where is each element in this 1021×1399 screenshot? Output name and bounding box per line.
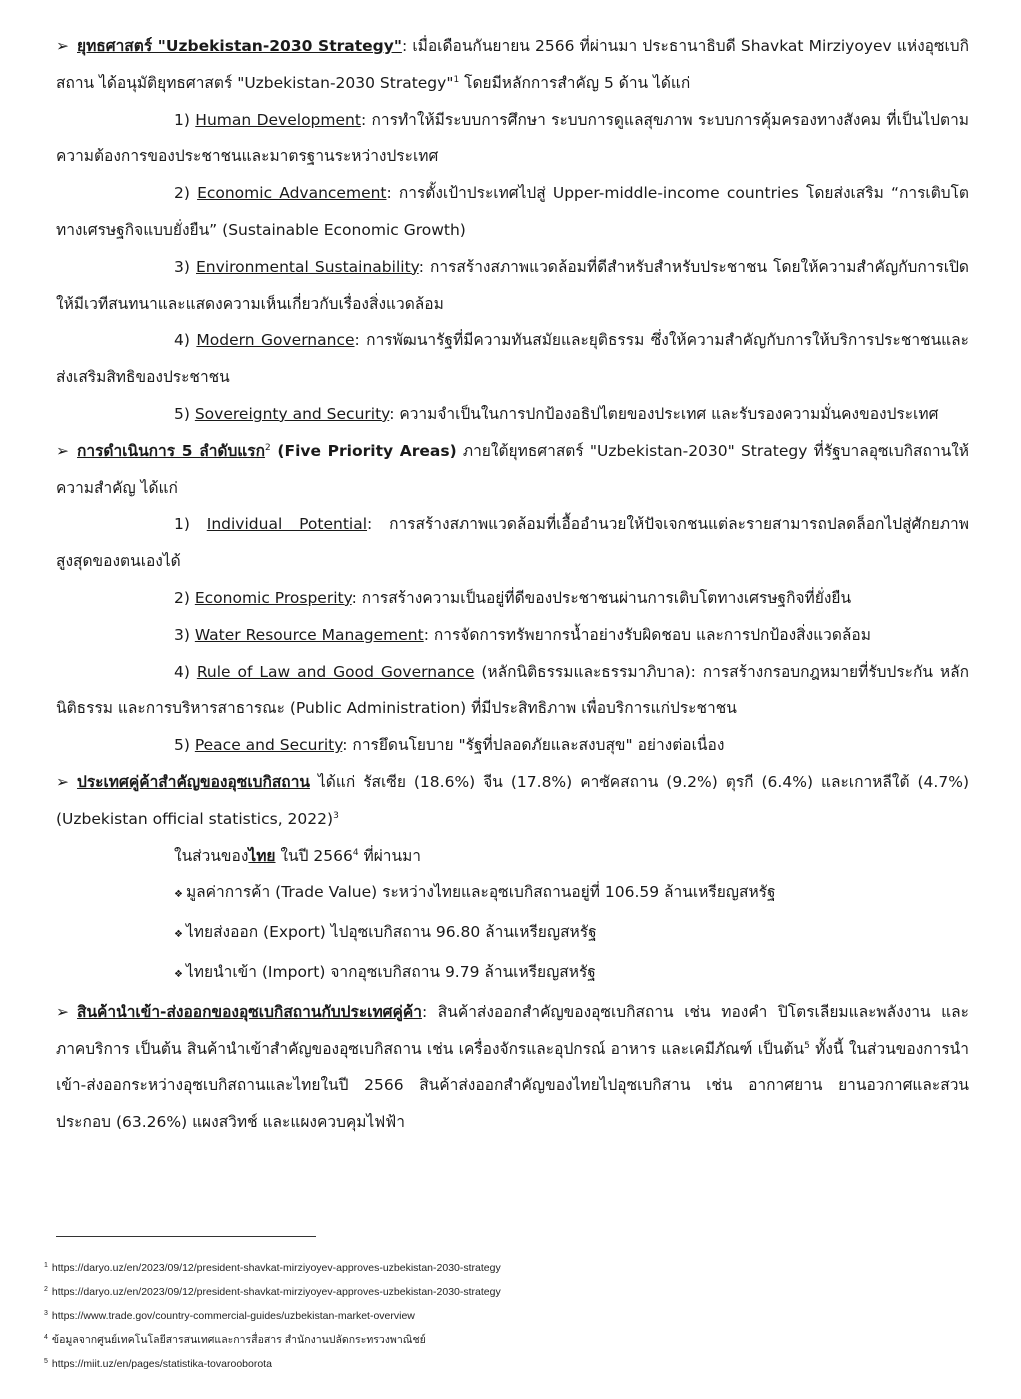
priority-item: 5) Peace and Security: การยึดนโยบาย "รัฐที่ปลอดภัยและสงบสุข" อย่างต่อเนื่อง — [174, 736, 725, 755]
strategy-item: 1) Human Development: การทำให้มีระบบการศึกษา ระบบการดูแลสุขภาพ ระบบการคุ้มครองทางสังคม ที่เป็นไปตามความต้องการของประชาชนและมาตรฐานระหว่างประเทศ — [56, 110, 969, 166]
strategy-term: Environmental Sustainability — [196, 257, 419, 276]
section-title: ประเทศคู่ค้าสำคัญของอุซเบกิสถาน — [77, 772, 310, 791]
footnote: $^2$ https://daryo.uz/en/2023/09/12/president-shavkat-mirziyoyev-approves-uzbekistan-2030-strategy — [44, 1285, 501, 1298]
arrow-bullet-icon: ➢ — [56, 441, 69, 460]
priority-term: Rule of Law and Good Governance — [196, 662, 475, 681]
priority-term: Water Resource Management — [194, 625, 424, 644]
footnote: $^3$ https://www.trade.gov/country-commercial-guides/uzbekistan-market-overview — [44, 1309, 415, 1322]
section-title: การดำเนินการ 5 ลำดับแรก — [77, 441, 265, 460]
strategy-term: Sovereignty and Security — [194, 404, 390, 423]
strategy-item: 2) Economic Advancement: การตั้งเป้าประเทศไปสู่ Upper-middle-income countries โดยส่งเสริม “การเติบโตทางเศรษฐกิจแบบยั่งยืน” (Sustainable Economic Growth) — [56, 184, 969, 239]
strategy-item: 5) Sovereignty and Security: ความจำเป็นในการปกป้องอธิปไตยของประเทศ และรับรองความมั่นคงของประเทศ — [174, 404, 939, 423]
footnote-text: ข้อมูลจากศูนย์เทคโนโลยีสารสนเทศและการสื่อสาร สำนักงานปลัดกระทรวงพาณิชย์ — [51, 1334, 426, 1346]
footnote-ref: 5 — [804, 1040, 810, 1051]
thailand-label: ไทย — [248, 846, 276, 865]
footnote-link[interactable]: https://miit.uz/en/pages/statistika-tovarooborota — [51, 1358, 272, 1370]
footnote-ref: 4 — [352, 847, 359, 858]
section-priority-areas: ➢ การดำเนินการ 5 ลำดับแรก$^2$ (Five Priority Areas) ภายใต้ยุทธศาสตร์ "Uzbekistan-2030" Strategy ที่รัฐบาลอุซเบกิสถานให้ความสำคัญ ได้แก่ — [56, 441, 969, 497]
section-title: ยุทธศาสตร์ "Uzbekistan-2030 Strategy" — [77, 37, 402, 55]
trade-bullet: ❖ ไทยส่งออก (Export) ไปอุซเบกิสถาน 96.80 ล้านเหรียญสหรัฐ — [174, 923, 597, 942]
footnote-link[interactable]: https://daryo.uz/en/2023/09/12/president-shavkat-mirziyoyev-approves-uzbekistan-2030-strategy — [51, 1286, 501, 1298]
priority-item: 2) Economic Prosperity: การสร้างความเป็นอยู่ที่ดีของประชาชนผ่านการเติบโตทางเศรษฐกิจที่ยั่งยืน — [174, 588, 852, 607]
diamond-bullet-icon: ❖ — [174, 929, 183, 941]
strategy-item: 3) Environmental Sustainability: การสร้างสภาพแวดล้อมที่ดีสำหรับสำหรับประชาชน โดยให้ความสำคัญกับการเปิดให้มีเวทีสนทนาและแสดงความเห็นเกี่ยวกับเรื่องสิ่งแวดล้อม — [56, 257, 969, 313]
diamond-bullet-icon: ❖ — [174, 968, 183, 980]
strategy-term: Human Development — [195, 110, 361, 129]
footnote-ref: 2 — [265, 442, 271, 453]
priority-item: 1) Individual Potential: การสร้างสภาพแวดล้อมที่เอื้ออำนวยให้ปัจเจกชนแต่ละรายสามารถปลดล็อกไปสู่ศักยภาพสูงสุดของตนเองได้ — [56, 515, 969, 571]
arrow-bullet-icon: ➢ — [56, 1002, 69, 1021]
footnotes — [44, 1256, 501, 1376]
footnote-ref: 1 — [453, 74, 460, 85]
section-title: สินค้านำเข้า-ส่งออกของอุซเบกิสถานกับประเทศคู่ค้า — [77, 1002, 422, 1021]
priority-term: Economic Prosperity — [194, 588, 352, 607]
priority-term: Individual Potential — [206, 515, 368, 534]
diamond-bullet-icon: ❖ — [174, 889, 183, 901]
footnote-link[interactable]: https://www.trade.gov/country-commercial-guides/uzbekistan-market-overview — [51, 1310, 415, 1322]
footnote-link[interactable]: https://daryo.uz/en/2023/09/12/president-shavkat-mirziyoyev-approves-uzbekistan-2030-strategy — [51, 1262, 501, 1274]
footnote: $^4$ ข้อมูลจากศูนย์เทคโนโลยีสารสนเทศและการสื่อสาร สำนักงานปลัดกระทรวงพาณิชย์ — [44, 1333, 426, 1346]
arrow-bullet-icon: ➢ — [56, 772, 69, 791]
priority-item: 4) Rule of Law and Good Governance (หลักนิติธรรมและธรรมาภิบาล): การสร้างกรอบกฎหมายที่รับประกัน หลักนิติธรรม และการบริหารสาธารณะ (Public Administration) ที่มีประสิทธิภาพ เพื่อบริการแก่ประชาชน — [56, 662, 969, 718]
section-import-export: ➢ สินค้านำเข้า-ส่งออกของอุซเบกิสถานกับประเทศคู่ค้า: สินค้าส่งออกสำคัญของอุซเบกิสถาน เช่น ทองคำ ปิโตรเลียมและพลังงาน และภาคบริการ เป็นต้น สินค้านำเข้าสำคัญของอุซเบกิสถาน เช่น เครื่องจักรและอุปกรณ์ อาหาร และเคมีภัณฑ์ เป็นต้น$^5$ ทั้งนี้ ในส่วนของการนำเข้า-ส่งออกระหว่างอุซเบกิสถานและไทยในปี 2566 สินค้าส่งออกสำคัญของไทยไปอุซเบกิสาน เช่น อากาศยาน ยานอวกาศและสวนประกอบ (63.26%) แผงสวิทช์ และแผงควบคุมไฟฟ้า — [56, 1002, 969, 1132]
section-trade-partners: ➢ ประเทศคู่ค้าสำคัญของอุซเบกิสถาน ได้แก่ รัสเซีย (18.6%) จีน (17.8%) คาซัคสถาน (9.2%) ตุรกี (6.4%) และเกาหลีใต้ (4.7%) (Uzbekistan official statistics, 2022)$^3$ — [56, 772, 969, 828]
footnote: $^1$ https://daryo.uz/en/2023/09/12/president-shavkat-mirziyoyev-approves-uzbekistan-2030-strategy — [44, 1261, 501, 1274]
strategy-term: Modern Governance — [196, 331, 355, 350]
section-strategy-intro: ➢ ยุทธศาสตร์ "Uzbekistan-2030 Strategy": เมื่อเดือนกันยายน 2566 ที่ผ่านมา ประธานาธิบดี Shavkat Mirziyoyev แห่งอุซเบกิสถาน ได้อนุมัติยุทธศาสตร์ "Uzbekistan-2030 Strategy"$^1$ โดยมีหลักการสำคัญ 5 ด้าน ได้แก่ — [56, 37, 969, 92]
priority-term: Peace and Security — [194, 736, 343, 755]
trade-bullet: ❖ มูลค่าการค้า (Trade Value) ระหว่างไทยและอุซเบกิสถานอยู่ที่ 106.59 ล้านเหรียญสหรัฐ — [174, 883, 776, 902]
footnote: $^5$ https://miit.uz/en/pages/statistika-tovarooborota — [44, 1357, 272, 1370]
strategy-term: Economic Advancement — [197, 184, 387, 203]
footnote-ref: 3 — [333, 810, 339, 821]
trade-bullet: ❖ ไทยนำเข้า (Import) จากอุซเบกิสถาน 9.79 ล้านเหรียญสหรัฐ — [174, 962, 596, 981]
arrow-bullet-icon: ➢ — [56, 37, 69, 55]
footnote-divider — [56, 1236, 316, 1237]
priority-item: 3) Water Resource Management: การจัดการทรัพยากรน้ำอย่างรับผิดชอบ และการปกป้องสิ่งแวดล้อม — [174, 625, 871, 644]
thailand-intro: ในส่วนของไทย ในปี 2566$^4$ ที่ผ่านมา — [174, 846, 422, 865]
strategy-item: 4) Modern Governance: การพัฒนารัฐที่มีความทันสมัยและยุติธรรม ซึ่งให้ความสำคัญกับการให้บริการประชาชนและส่งเสริมสิทธิของประชาชน — [56, 331, 969, 387]
